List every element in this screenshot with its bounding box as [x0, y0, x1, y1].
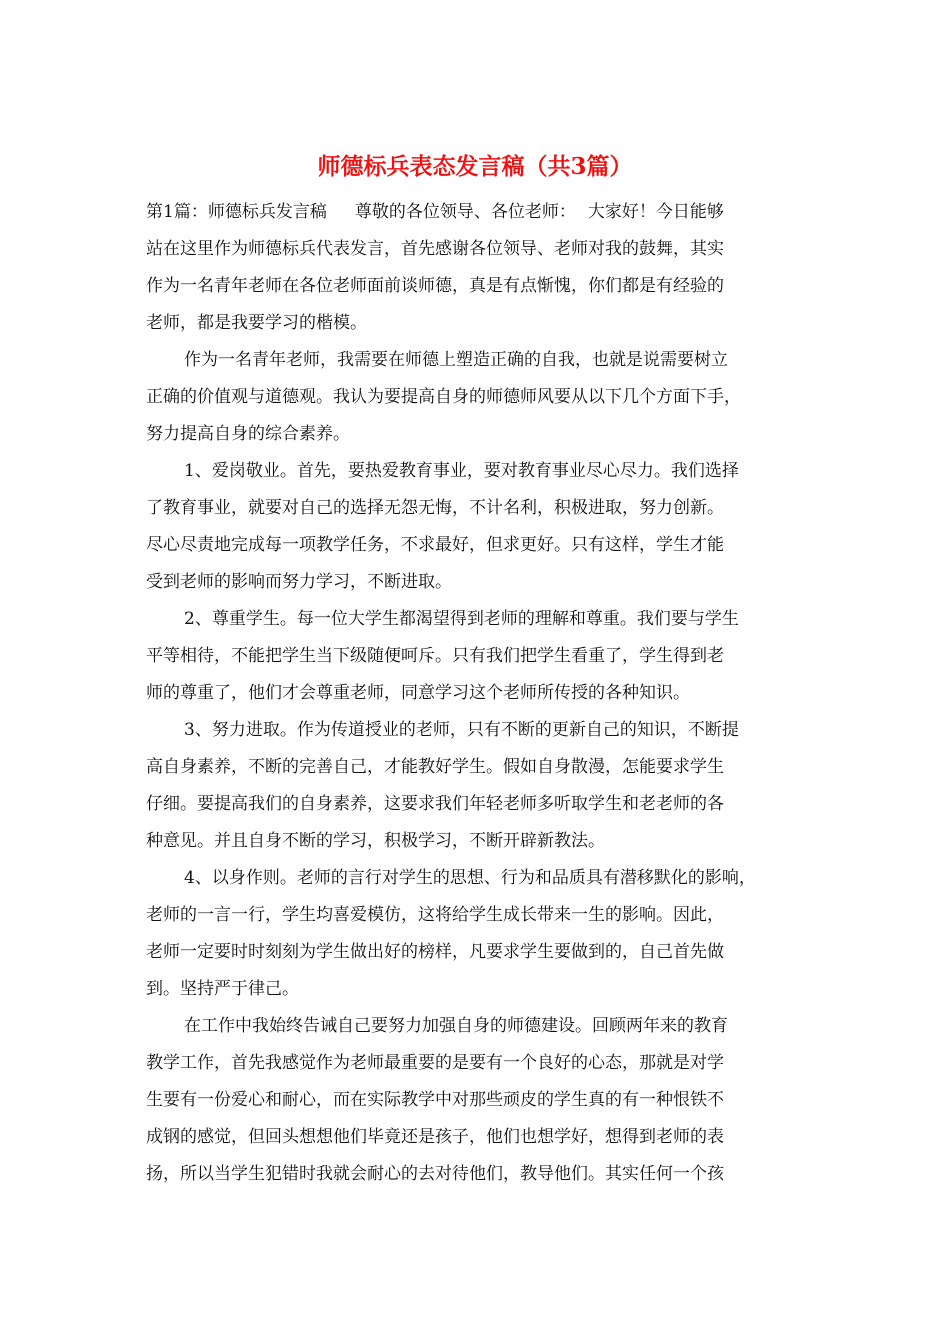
- line-text: 仔细。要提高我们的自身素养，这要求我们年轻老师多听取学生和老老师的各: [146, 794, 724, 814]
- line-text: 在工作中我始终告诫自己要努力加强自身的师德建设。回顾两年来的教育: [184, 1016, 728, 1036]
- line-text: 努力提高自身的综合素养。: [146, 424, 350, 444]
- line-text: 老师的一言一行，学生均喜爱模仿，这将给学生成长带来一生的影响。因此，: [146, 905, 724, 925]
- document-body: [146, 194, 816, 1193]
- line-text: 老师，都是我要学习的楷模。: [146, 313, 367, 333]
- line-text: 扬，所以当学生犯错时我就会耐心的去对待他们，教导他们。其实任何一个孩: [146, 1164, 724, 1184]
- line-text: 成钢的感觉，但回头想想他们毕竟还是孩子，他们也想学好，想得到老师的表: [146, 1127, 724, 1147]
- line-text: 平等相待，不能把学生当下级随便呵斥。只有我们把学生看重了，学生得到老: [146, 646, 724, 666]
- line-text: 作为一名青年老师，我需要在师德上塑造正确的自我，也就是说需要树立: [184, 350, 728, 370]
- text-line: [146, 342, 816, 379]
- line-text: 1、爱岗敬业。首先，要热爱教育事业，要对教育事业尽心尽力。我们选择: [184, 461, 739, 481]
- line-text: 教学工作，首先我感觉作为老师最重要的是要有一个良好的心态，那就是对学: [146, 1053, 724, 1073]
- text-line: [146, 675, 816, 712]
- text-line: [146, 897, 816, 934]
- line-text: 受到老师的影响而努力学习，不断进取。: [146, 572, 452, 592]
- text-line: [146, 934, 816, 971]
- line-text: 高自身素养，不断的完善自己，才能教好学生。假如自身散漫，怎能要求学生: [146, 757, 724, 777]
- line-text: 3、努力进取。作为传道授业的老师，只有不断的更新自己的知识，不断提: [184, 720, 739, 740]
- chapter-heading: 第1篇：师德标兵发言稿: [146, 202, 327, 222]
- text-line: [146, 1119, 816, 1156]
- text-line: [146, 638, 816, 675]
- line-text: 4、以身作则。老师的言行对学生的思想、行为和品质具有潜移默化的影响，: [184, 868, 756, 888]
- text-line: [146, 564, 816, 601]
- text-line: [146, 453, 816, 490]
- text-line: [146, 601, 816, 638]
- text-line: [146, 527, 816, 564]
- text-line: [146, 1045, 816, 1082]
- line-text: 作为一名青年老师在各位老师面前谈师德，真是有点惭愧，你们都是有经验的: [146, 276, 724, 296]
- line-text: 正确的价值观与道德观。我认为要提高自身的师德师风要从以下几个方面下手，: [146, 387, 741, 407]
- text-line: [146, 416, 816, 453]
- line-text: 了教育事业，就要对自己的选择无怨无悔，不计名利，积极进取，努力创新。: [146, 498, 724, 518]
- text-line: [146, 1082, 816, 1119]
- text-line: [146, 379, 816, 416]
- salutation: 尊敬的各位领导、各位老师：: [354, 202, 576, 222]
- text-line: [146, 786, 816, 823]
- document-title: 师德标兵表态发言稿（共3篇）: [317, 153, 633, 180]
- line-text: 站在这里作为师德标兵代表发言，首先感谢各位领导、老师对我的鼓舞，其实: [146, 239, 724, 259]
- text-line: [146, 1008, 816, 1045]
- text-line: [146, 305, 816, 342]
- text-line: [146, 194, 816, 231]
- text-line: [146, 1156, 816, 1193]
- line-text: 2、尊重学生。每一位大学生都渴望得到老师的理解和尊重。我们要与学生: [184, 609, 739, 629]
- text-line: [146, 749, 816, 786]
- line-text: 种意见。并且自身不断的学习，积极学习，不断开辟新教法。: [146, 831, 605, 851]
- line-text: 师的尊重了，他们才会尊重老师，同意学习这个老师所传授的各种知识。: [146, 683, 690, 703]
- text-line: [146, 231, 816, 268]
- line-text: 尽心尽责地完成每一项教学任务，不求最好，但求更好。只有这样，学生才能: [146, 535, 724, 555]
- text-line: [146, 971, 816, 1008]
- text-line: [146, 860, 816, 897]
- greeting-text: 大家好！今日能够: [587, 202, 724, 222]
- line-text: 到。坚持严于律己。: [146, 979, 299, 999]
- text-line: [146, 823, 816, 860]
- text-line: [146, 712, 816, 749]
- line-text: 生要有一份爱心和耐心，而在实际教学中对那些顽皮的学生真的有一种恨铁不: [146, 1090, 724, 1110]
- text-line: [146, 490, 816, 527]
- text-line: [146, 268, 816, 305]
- line-text: 老师一定要时时刻刻为学生做出好的榜样，凡要求学生要做到的，自己首先做: [146, 942, 724, 962]
